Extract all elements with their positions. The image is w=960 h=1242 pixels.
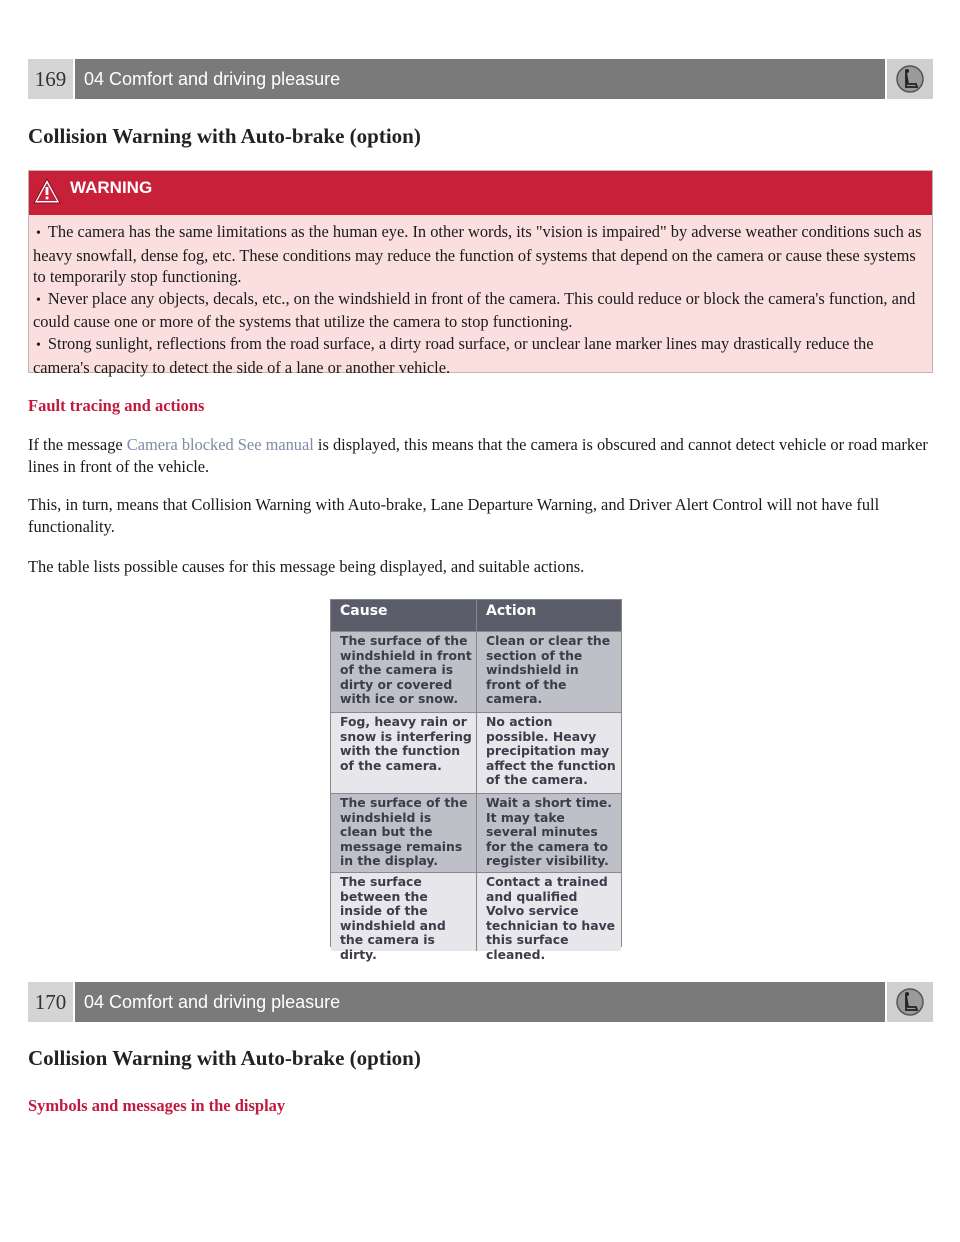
fault-paragraph-2: This, in turn, means that Collision Warning with Auto-brake, Lane Departure Warning, and Driver Alert Control will not have full functionality. [28, 495, 880, 536]
table-cell-cause: The surface of the windshield in front of the camera is dirty or covered with ice or snow. [331, 632, 477, 712]
fault-paragraph-3: The table lists possible causes for this message being displayed, and suitable actions. [28, 557, 585, 576]
table-row [331, 872, 621, 962]
warning-triangle-icon [32, 176, 62, 206]
table-cell-cause: Fog, heavy rain or snow is interfering with the function of the camera. [331, 713, 477, 793]
paragraph-text: is displayed, this means that the camera is obscured and cannot detect vehicle or road marker lines in front of the vehicle. [28, 435, 928, 476]
symbols-heading: Symbols and messages in the display [28, 1096, 286, 1115]
table-header-cause: Cause [331, 600, 477, 631]
table-row [331, 712, 621, 793]
seat-icon [887, 982, 933, 1022]
page-title: Collision Warning with Auto-brake (option) [28, 124, 421, 148]
table-header-row [331, 600, 621, 631]
warning-label: WARNING [70, 178, 153, 197]
table-row [331, 793, 621, 872]
warning-list [29, 215, 932, 378]
table-cell-cause: The surface of the windshield is clean but the message remains in the display. [331, 794, 477, 872]
table-cell-action: Clean or clear the section of the windshield in front of the camera. [477, 632, 621, 712]
warning-box [28, 170, 933, 377]
table-cell-action: Wait a short time. It may take several minutes for the camera to register visibility. [477, 794, 621, 872]
page-title: Collision Warning with Auto-brake (option) [28, 1046, 421, 1070]
table-cell-action: Contact a trained and qualified Volvo service technician to have this surface cleaned. [477, 873, 621, 951]
page-number: 170 [28, 982, 73, 1022]
fault-paragraph-1 [28, 434, 928, 478]
table-header-action: Action [477, 600, 621, 631]
section-title: 04 Comfort and driving pleasure [75, 59, 885, 99]
table-row [331, 631, 621, 712]
table-cell-action: No action possible. Heavy precipitation may affect the function of the camera. [477, 713, 621, 793]
display-message: Camera blocked See manual [126, 435, 314, 454]
fault-heading: Fault tracing and actions [28, 396, 205, 415]
warning-item: • The camera has the same limitations as the human eye. In other words, its "vision is impaired" by adverse weather conditions such as heavy snowfall, dense fog, etc. These conditions may reduce the function of systems that depend on the camera or cause these systems to temporarily stop functioning. [33, 221, 924, 288]
seat-icon [887, 59, 933, 99]
warning-item: • Strong sunlight, reflections from the road surface, a dirty road surface, or unclear lane marker lines may drastically reduce the camera's capacity to detect the side of a lane or another vehicle. [33, 333, 924, 378]
page-header-169 [28, 59, 933, 99]
warning-header [29, 171, 932, 215]
page-header-170 [28, 982, 933, 1022]
table-cell-cause: The surface between the inside of the windshield and the camera is dirty. [331, 873, 477, 951]
warning-item: • Never place any objects, decals, etc., on the windshield in front of the camera. This could reduce or block the camera's function, and could cause one or more of the systems that utilize the camera to stop functioning. [33, 288, 924, 333]
section-title: 04 Comfort and driving pleasure [75, 982, 885, 1022]
page-number: 169 [28, 59, 73, 99]
paragraph-text: If the message [28, 435, 127, 454]
cause-action-table [330, 599, 622, 962]
